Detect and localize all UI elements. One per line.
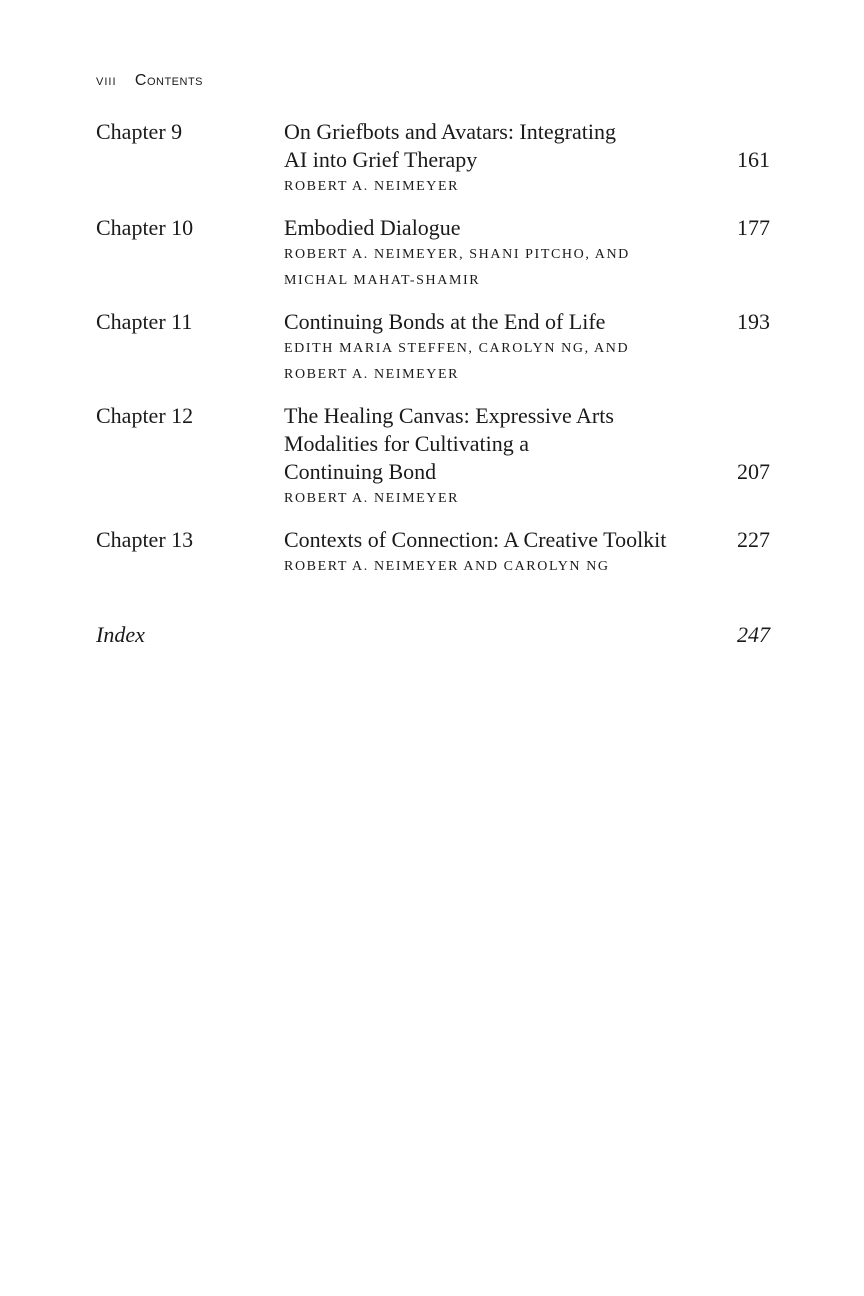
toc-entry[interactable] (96, 402, 770, 512)
entry-body (284, 526, 704, 580)
chapter-title-line: Contexts of Connection: A Creative Toolkit (284, 527, 667, 552)
index-label: Index (96, 622, 145, 647)
index-entry[interactable] (96, 622, 770, 648)
chapter-label: Chapter 10 (96, 215, 194, 240)
table-of-contents (96, 118, 770, 594)
running-head (96, 72, 203, 90)
chapter-authors-line: ROBERT A. NEIMEYER, SHANI PITCHO, AND (284, 247, 630, 262)
chapter-title-line: Modalities for Cultivating a (284, 431, 530, 456)
page-number: 177 (737, 215, 770, 240)
chapter-authors-line: ROBERT A. NEIMEYER AND CAROLYN NG (284, 559, 610, 574)
chapter-title-line: Continuing Bonds at the End of Life (284, 309, 606, 334)
page-number: 207 (737, 459, 770, 484)
chapter-title-line: On Griefbots and Avatars: Integrating (284, 119, 616, 144)
toc-entry[interactable] (96, 118, 770, 200)
running-head-title: Contents (134, 72, 204, 89)
chapter-label: Chapter 13 (96, 527, 194, 552)
entry-body (284, 214, 704, 294)
chapter-authors-line: ROBERT A. NEIMEYER (284, 367, 460, 382)
toc-entry[interactable] (96, 308, 770, 388)
chapter-title-line: The Healing Canvas: Expressive Arts (284, 403, 614, 428)
entry-body (284, 402, 704, 512)
entry-body (284, 118, 704, 200)
toc-entry[interactable] (96, 214, 770, 294)
entry-body (284, 308, 704, 388)
toc-entry[interactable] (96, 526, 770, 580)
chapter-title-line: Embodied Dialogue (284, 215, 461, 240)
chapter-label: Chapter 12 (96, 403, 194, 428)
chapter-label: Chapter 11 (96, 309, 193, 334)
chapter-title-line: AI into Grief Therapy (284, 147, 478, 172)
page-number: 227 (737, 527, 770, 552)
chapter-label: Chapter 9 (96, 119, 183, 144)
chapter-authors-line: ROBERT A. NEIMEYER (284, 491, 460, 506)
page-number: 161 (737, 147, 770, 172)
index-page-number: 247 (737, 622, 770, 647)
chapter-authors-line: EDITH MARIA STEFFEN, CAROLYN NG, AND (284, 341, 630, 356)
chapter-authors-line: MICHAL MAHAT-SHAMIR (284, 273, 481, 288)
page-folio: VIII (96, 76, 117, 88)
chapter-title-line: Continuing Bond (284, 459, 437, 484)
page-number: 193 (737, 309, 770, 334)
chapter-authors-line: ROBERT A. NEIMEYER (284, 179, 460, 194)
